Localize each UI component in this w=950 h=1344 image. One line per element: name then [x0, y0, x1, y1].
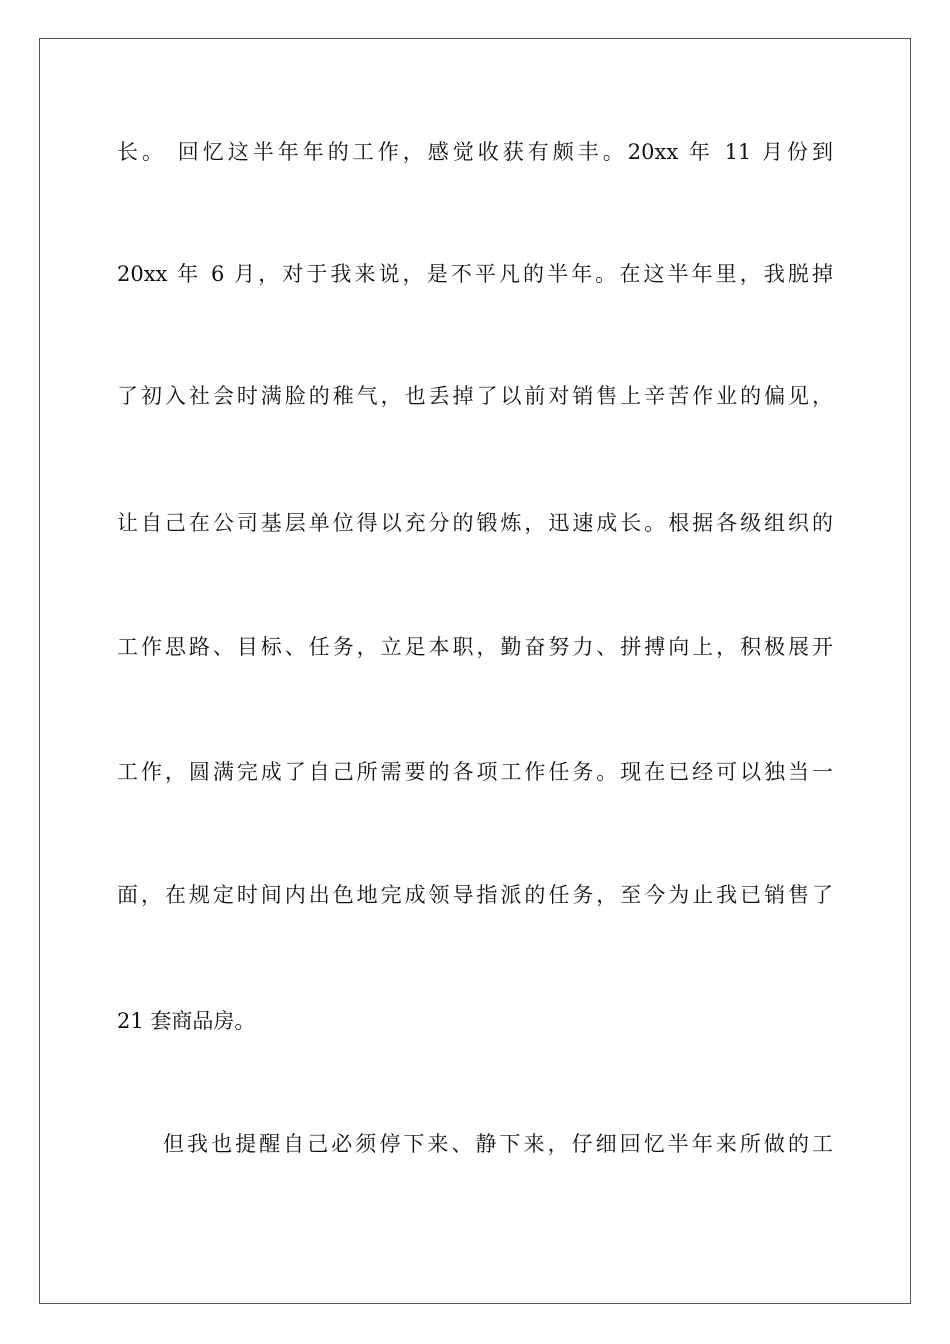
body-text-paragraph-start: 但我也提醒自己必须停下来、静下来，仔细回忆半年来所做的工 [163, 1132, 833, 1156]
body-text-line-6: 工作，圆满完成了自己所需要的各项工作任务。现在已经可以独当一 [117, 760, 833, 784]
page-frame [39, 38, 911, 1304]
body-text-line-4: 让自己在公司基层单位得以充分的锻炼，迅速成长。根据各级组织的 [117, 511, 833, 535]
body-text-line-3: 了初入社会时满脸的稚气，也丢掉了以前对销售上辛苦作业的偏见， [117, 384, 833, 408]
body-text-line-1: 长。 回忆这半年年的工作，感觉收获有颇丰。20xx 年 11 月份到 [117, 140, 833, 164]
body-text-line-5: 工作思路、目标、任务，立足本职，勤奋努力、拼搏向上，积极展开 [117, 635, 833, 659]
body-text-line-8: 21 套商品房。 [117, 1009, 256, 1033]
body-text-line-2: 20xx 年 6 月，对于我来说，是不平凡的半年。在这半年里，我脱掉 [117, 262, 833, 286]
body-text-line-7: 面，在规定时间内出色地完成领导指派的任务，至今为止我已销售了 [117, 883, 833, 907]
